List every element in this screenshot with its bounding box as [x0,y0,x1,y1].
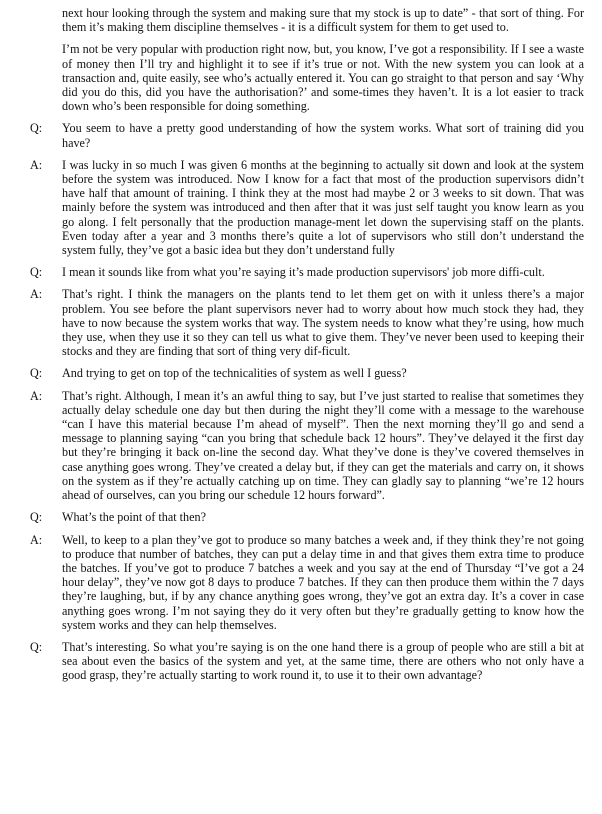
question-text: And trying to get on top of the technicalities of system as well I guess? [62,366,407,381]
question-block [30,510,584,524]
speaker-label: Q: [30,639,43,654]
question-text: You seem to have a pretty good understanding of how the system works. What sort of training did you have? [62,121,584,150]
question-block [30,640,584,683]
speaker-label: Q: [30,265,43,280]
speaker-label: Q: [30,121,43,136]
speaker-label: A: [30,157,43,172]
question-block [30,121,584,149]
question-text: What’s the point of that then? [62,510,206,525]
answer-block [30,158,584,257]
speaker-label: Q: [30,510,43,525]
answer-block [30,389,584,503]
question-text: I mean it sounds like from what you’re saying it’s made production supervisors' job more diffi-cult. [62,265,545,280]
question-block [30,366,584,380]
answer-block [30,533,584,632]
answer-block [30,287,584,358]
paragraph-text: I’m not be very popular with production right now, but, you know, I’ve got a responsibility. If I see a waste of money then I’ll try and highlight it to see if it’s true or not. With the new system you can look at a transaction and, quite easily, see who’s actually entered it. You can go straight to that person and say ‘Why did you do this, did you have the authorisation?’ and some-times they haven’t. It is a lot easier to track down who’s been responsible for doing something. [62,42,584,114]
speaker-label: A: [30,287,43,302]
speaker-label: A: [30,388,43,403]
speaker-label: A: [30,532,43,547]
speaker-label: Q: [30,366,43,381]
answer-text: I was lucky in so much I was given 6 months at the beginning to actually sit down and look at the system before the system was introduced. Now I know for a fact that most of the production supervisors didn’t have half that amount of training. I think they at the most had maybe 2 or 3 weeks to sit down. That was mainly before the system was introduced and then after that it was just self taught you know learn as you go along. I felt personally that the production manage-ment let down the supervising staff on the plants. Even today after a year and 3 months there’s quite a lot of supervisors who still don’t understand the system fully, they’ve got a basic idea but they don’t understand fully [62,157,584,258]
question-text: That’s interesting. So what you’re saying is on the one hand there is a group of people who are still a bit at sea about even the basics of the system and yet, at the same time, there are others who not only have a good grasp, they’re actually starting to work round it, to use it to their own advantage? [62,639,584,683]
paragraph-text: next hour looking through the system and making sure that my stock is up to date” - that sort of thing. For them it’s making them discipline themselves - it is a difficult system for them to get used to. [62,6,584,35]
answer-text: That’s right. Although, I mean it’s an awful thing to say, but I’ve just started to realise that sometimes they actually delay schedule one day but then during the night they’ll come with a message to the warehouse “can I have this material because I’m ahead of myself”. Then the next morning they’ll go and send a message to planning saying “can you bring that schedule back 12 hours”. They’ve delayed it the first day but they’re bringing it back on-line the second day. What they’ve done is they’ve covered themselves in case anything goes wrong. They’ve created a delay but, if they can get the materials and carry on, it shows on the system as if they’re actually catching up on time. They can gladly say to planning “we’re 12 hours ahead of ourselves, can you bring our schedule 12 hours forward”. [62,388,584,503]
question-block [30,265,584,279]
answer-text: Well, to keep to a plan they’ve got to produce so many batches a week and, if they think they’re not going to produce that number of batches, they can put a delay time in and that gives them extra time to produce the batches. If you’ve got to produce 7 batches a week and you say at the end of Thursday “I’ve got a 24 hour delay”, they’ve now got 8 days to produce 7 batches. If they can then produce them within the 7 days they’re laughing, but, if by any chance anything goes wrong, they’ve got an extra day. It’s a cover in case anything goes wrong. I’m not saying they do it very often but they’re gradually getting to know how the system works and they can help themselves. [62,532,584,632]
answer-text: That’s right. I think the managers on the plants tend to let them get on with it unless there’s a major problem. You see before the plant supervisors never had to worry about how much stock they had, they have to now because the system works that way. The system needs to know what they’re using, how much they use, when they use it so they can tell us what to give them. They’ve never been used to keeping their stocks and they are finding that sort of thing very dif-ficult. [62,287,584,359]
transcript-paragraph [30,42,584,113]
transcript-paragraph [30,6,584,34]
